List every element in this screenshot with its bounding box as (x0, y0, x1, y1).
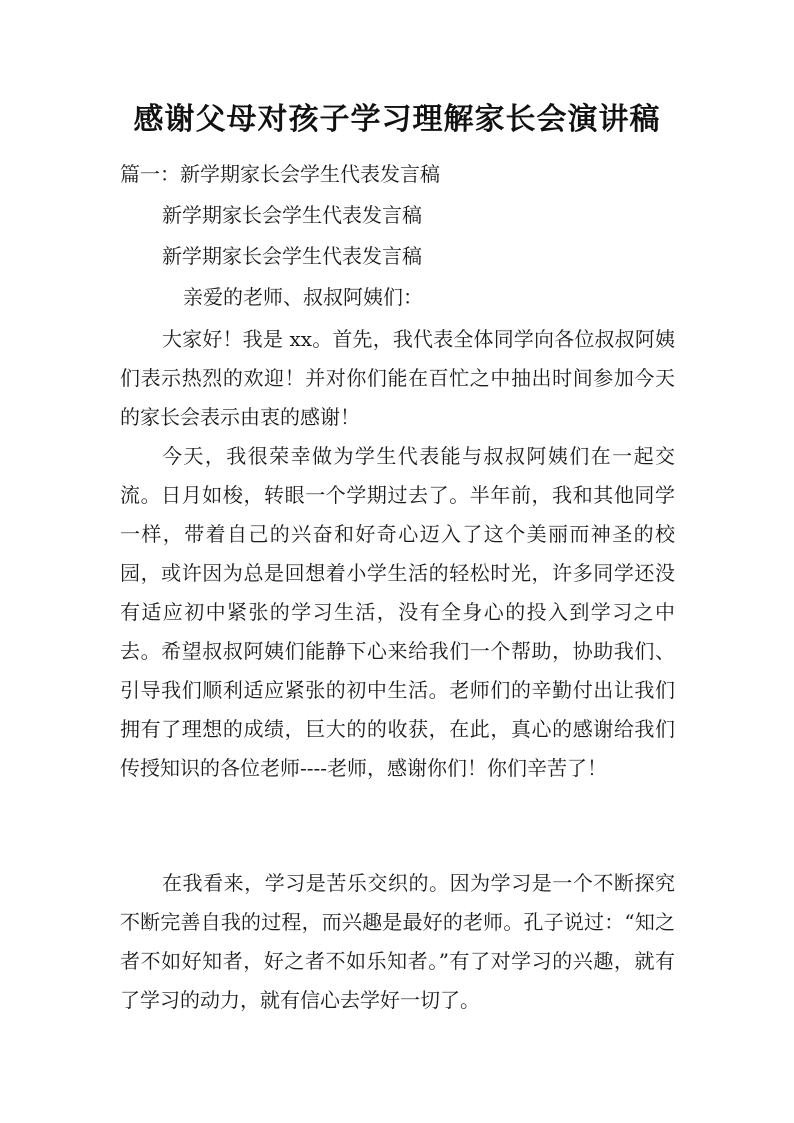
chapter-heading: 篇一：新学期家长会学生代表发言稿 (120, 162, 440, 186)
paragraph-learning: 在我看来，学习是苦乐交织的。因为学习是一个不断探究不断完善自我的过程，而兴趣是最好的老师。孔子说过：“知之者不如好知者，好之者不如乐知者。”有了对学习的兴趣，就有了学习的动力，就有信心去学好一切了。 (120, 871, 675, 1012)
sub-heading-2: 新学期家长会学生代表发言稿 (162, 244, 422, 268)
document-title: 感谢父母对孩子学习理解家长会演讲稿 (133, 102, 661, 137)
salutation: 亲爱的老师、叔叔阿姨们： (183, 285, 423, 309)
paragraph-today: 今天，我很荣幸做为学生代表能与叔叔阿姨们在一起交流。日月如梭，转眼一个学期过去了。半年前，我和其他同学一样，带着自己的兴奋和好奇心迈入了这个美丽而神圣的校园，或许因为总是回想着小学生活的轻松时光，许多同学还没有适应初中紧张的学习生活，没有全身心的投入到学习之中去。希望叔叔阿姨们能静下心来给我们一个帮助，协助我们、引导我们顺利适应紧张的初中生活。老师们的辛勤付出让我们拥有了理想的成绩，巨大的的收获，在此，真心的感谢给我们传授知识的各位老师----老师，感谢你们！你们辛苦了！ (120, 444, 675, 780)
paragraph-greeting: 大家好！我是 xx。首先，我代表全体同学向各位叔叔阿姨们表示热烈的欢迎！并对你们能在百忙之中抽出时间参加今天的家长会表示由衷的感谢！ (120, 327, 675, 429)
sub-heading-1: 新学期家长会学生代表发言稿 (162, 203, 422, 227)
